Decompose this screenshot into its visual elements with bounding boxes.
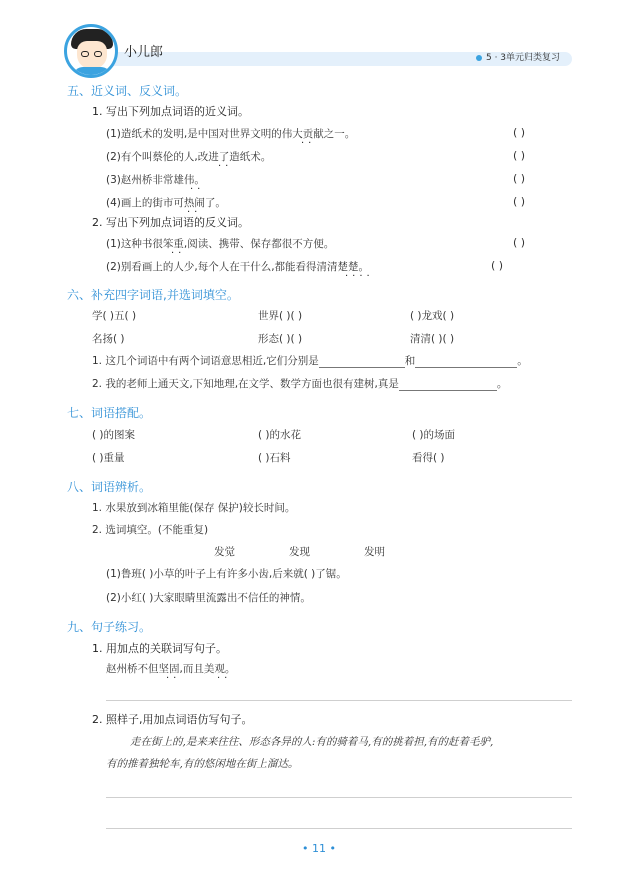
- emphasis-dots: ··: [187, 207, 202, 218]
- fill-blank[interactable]: [399, 380, 497, 391]
- section-title-6: 六、补充四字词语,并选词填空。: [67, 288, 239, 302]
- s9-q2-example-line-1: 走在街上的,是来来往往、形态各异的人:有的骑着马,有的挑着担,有的赶着毛驴,: [130, 736, 494, 748]
- emphasis-dots: ····: [345, 271, 374, 282]
- answer-blank[interactable]: ( ): [513, 149, 526, 162]
- s5-q1-item-1: (1)造纸术的发明,是中国对世界文明的伟大贡献之一。: [106, 128, 356, 140]
- collocation-blank[interactable]: ( )重量: [92, 452, 125, 464]
- collocation-blank[interactable]: ( )的图案: [92, 429, 136, 441]
- s8-item-2[interactable]: (2)小红( )大家眼睛里流露出不信任的神情。: [106, 592, 311, 604]
- s5-q1-item-4: (4)画上的街市可热闹了。: [106, 197, 226, 209]
- answer-blank[interactable]: ( ): [513, 236, 526, 249]
- collocation-blank[interactable]: 看得( ): [412, 452, 445, 464]
- question-9-2: 2. 照样子,用加点词语仿写句子。: [92, 713, 253, 726]
- idiom-blank[interactable]: 名扬( ): [92, 333, 125, 345]
- cartoon-boy-avatar-icon: [64, 24, 118, 78]
- blue-dot-icon: [476, 55, 482, 61]
- question-5-1: 1. 写出下列加点词语的近义词。: [92, 105, 249, 118]
- emphasis-dots: ··: [217, 673, 232, 684]
- section-title-5: 五、近义词、反义词。: [67, 84, 188, 98]
- answer-blank[interactable]: ( ): [513, 172, 526, 185]
- emphasis-dots: ··: [190, 184, 205, 195]
- word-choice: 发明: [364, 546, 385, 558]
- idiom-blank[interactable]: 清清( )( ): [410, 333, 455, 345]
- word-choice: 发现: [289, 546, 310, 558]
- answer-line[interactable]: [106, 700, 572, 701]
- s6-question-2: 2. 我的老师上通天文,下知地理,在文学、数学方面也很有建树,真是 。: [92, 378, 508, 390]
- collocation-blank[interactable]: ( )的场面: [412, 429, 456, 441]
- fill-blank[interactable]: [319, 357, 405, 368]
- s5-q2-item-2: (2)别看画上的人少,每个人在干什么,都能看得清清楚楚。: [106, 261, 370, 273]
- collocation-blank[interactable]: ( )的水花: [258, 429, 302, 441]
- idiom-blank[interactable]: 世界( )( ): [258, 310, 303, 322]
- section-title-7: 七、词语搭配。: [67, 406, 152, 420]
- answer-blank[interactable]: ( ): [513, 126, 526, 139]
- page-header: [0, 0, 638, 80]
- answer-line[interactable]: [106, 797, 572, 798]
- s8-question-2: 2. 选词填空。(不能重复): [92, 524, 209, 536]
- s5-q1-item-3: (3)赵州桥非常雄伟。: [106, 174, 205, 186]
- s9-q1-example: 赵州桥不但坚固,而且美观。: [106, 663, 236, 675]
- fill-blank[interactable]: [415, 357, 517, 368]
- answer-blank[interactable]: ( ): [513, 195, 526, 208]
- emphasis-dots: ··: [218, 161, 233, 172]
- s9-q2-example-line-2: 有的推着独轮车,有的悠闲地在街上溜达。: [106, 758, 299, 770]
- idiom-blank[interactable]: ( )龙戏( ): [410, 310, 455, 322]
- emphasis-dots: ··: [166, 673, 181, 684]
- brand-name: 小儿郎: [124, 45, 164, 60]
- idiom-blank[interactable]: 学( )五( ): [92, 310, 137, 322]
- s8-question-1: 1. 水果放到冰箱里能(保存 保护)较长时间。: [92, 502, 296, 514]
- s6-question-1: 1. 这几个词语中有两个词语意思相近,它们分别是 和 。: [92, 355, 528, 367]
- idiom-blank[interactable]: 形态( )( ): [258, 333, 303, 345]
- answer-line[interactable]: [106, 828, 572, 829]
- s8-item-1[interactable]: (1)鲁班( )小草的叶子上有许多小齿,后来就( )了锯。: [106, 568, 347, 580]
- question-5-2: 2. 写出下列加点词语的反义词。: [92, 216, 249, 229]
- emphasis-dots: ··: [171, 248, 186, 259]
- section-title-9: 九、句子练习。: [67, 620, 152, 634]
- emphasis-dots: ··: [301, 138, 316, 149]
- section-title-8: 八、词语辨析。: [67, 480, 152, 494]
- answer-blank[interactable]: ( ): [491, 259, 504, 272]
- s5-q2-item-1: (1)这种书很笨重,阅读、携带、保存都很不方便。: [106, 238, 335, 250]
- s5-q1-item-2: (2)有个叫蔡伦的人,改进了造纸术。: [106, 151, 272, 163]
- page-number: • 11 •: [302, 842, 336, 855]
- collocation-blank[interactable]: ( )石料: [258, 452, 291, 464]
- unit-tag: 5 · 3单元归类复习: [476, 50, 560, 63]
- word-choice: 发觉: [214, 546, 235, 558]
- question-9-1: 1. 用加点的关联词写句子。: [92, 642, 227, 655]
